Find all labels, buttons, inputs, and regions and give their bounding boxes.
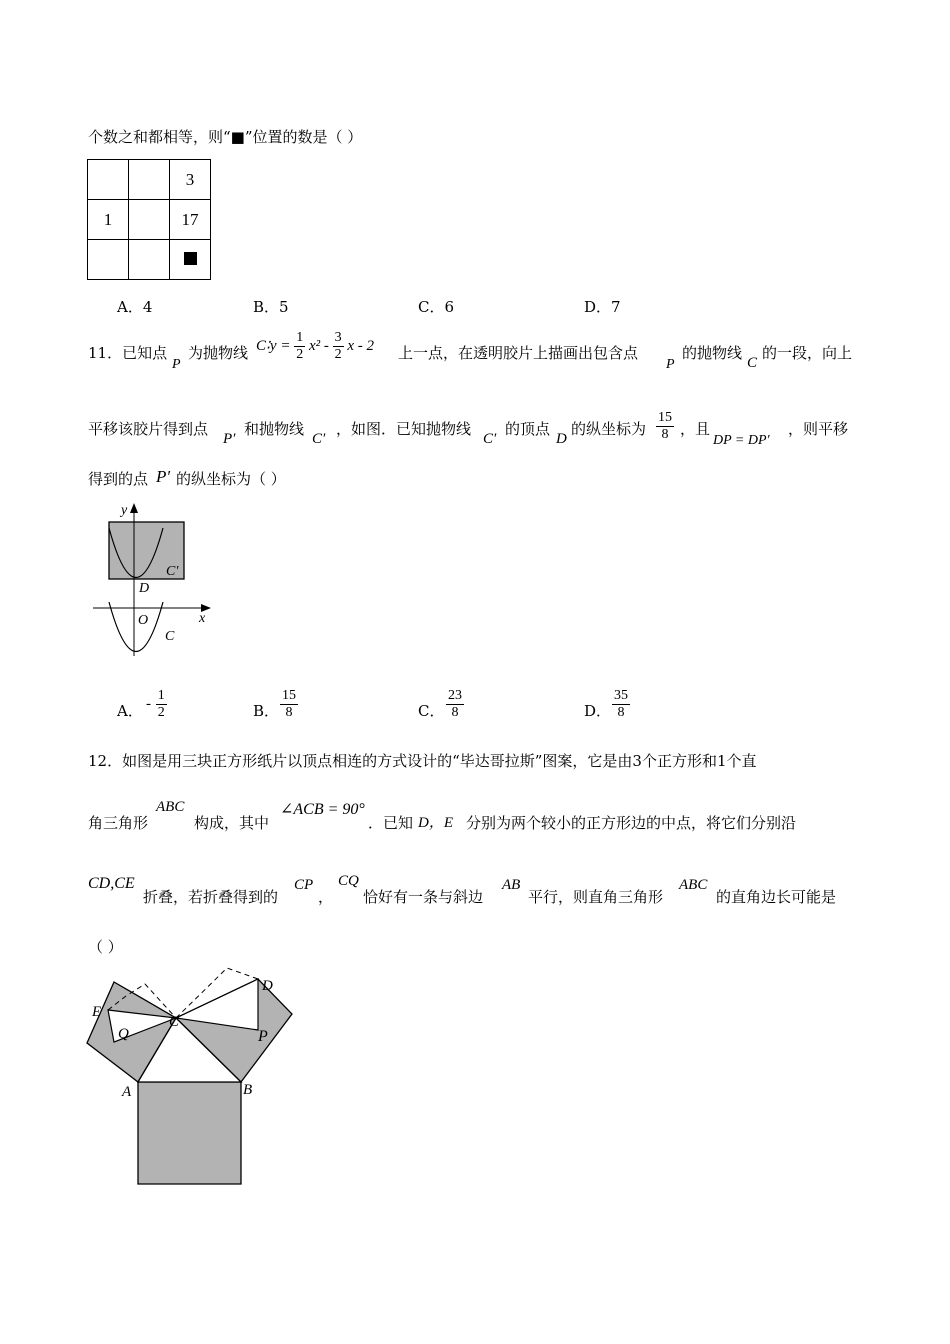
q12-cq: CQ <box>338 873 359 889</box>
q11-option-a[interactable]: A． <box>117 702 143 720</box>
q11-option-a-value: - $\frac{1}{2}$ <box>146 688 165 720</box>
q11-line1-b: 为抛物线 <box>188 344 249 362</box>
grid-cell: 17 <box>170 200 211 240</box>
q10-option-d[interactable]: D．7 <box>584 298 621 316</box>
label-a: A <box>122 1084 132 1100</box>
q11-option-d-value: $\frac{35}{8}$ <box>614 688 628 720</box>
q12-triangle-abc: ABC <box>156 799 185 815</box>
grid-cell: 1 <box>88 200 129 240</box>
grid-cell <box>88 160 129 200</box>
q12-points-de: D，E <box>418 815 453 831</box>
q11-line2-g: ，则平移 <box>788 420 849 438</box>
q12-cd-ce: CD,CE <box>88 875 135 892</box>
q12-line2-c: ．已知 <box>368 814 414 832</box>
q10-option-b[interactable]: B．5 <box>253 298 289 316</box>
q11-vertex-d: D <box>556 431 567 447</box>
q12-cp: CP <box>294 877 314 893</box>
curve-cprime-label: C′ <box>166 564 179 579</box>
grid-cell: 3 <box>170 160 211 200</box>
grid-cell <box>129 160 170 200</box>
label-q: Q <box>118 1026 129 1042</box>
grid-cell-black-square <box>170 240 211 280</box>
q11-line2-b: 和抛物线 <box>244 420 305 438</box>
q11-option-b[interactable]: B． <box>253 702 280 720</box>
q12-abc2: ABC <box>679 877 708 893</box>
q11-option-c-value: $\frac{23}{8}$ <box>448 688 462 720</box>
q12-line2-a: 角三角形 <box>88 814 149 832</box>
q11-parabola-figure <box>85 498 220 663</box>
q11-line2-a: 平移该胶片得到点 <box>88 420 209 438</box>
q11-point-p2: P <box>666 357 675 372</box>
q12-line3-a: 折叠，若折叠得到的 <box>143 888 279 906</box>
q11-point-p: P <box>172 357 181 372</box>
q11-line2-e: 的纵坐标为 <box>571 420 647 438</box>
label-b: B <box>243 1082 253 1098</box>
grid-cell <box>88 240 129 280</box>
q12-line2-d: 分别为两个较小的正方形边的中点，将它们分别沿 <box>466 814 797 832</box>
label-e: E <box>92 1004 102 1020</box>
curve-c-label: C <box>165 629 175 644</box>
q11-fraction-15-8: $\frac{15}{8}$ <box>658 410 672 442</box>
q12-line3-b: ， <box>318 888 334 906</box>
q11-line2-f: ，且 <box>680 420 711 438</box>
q12-line4: （ ） <box>88 938 123 956</box>
magic-square-grid <box>87 159 211 280</box>
q11-line1-c: 上一点，在透明胶片上描画出包含点 <box>398 344 639 362</box>
q11-curve-cprime2: C′ <box>483 431 497 447</box>
grid-cell <box>129 200 170 240</box>
q11-equation-dp: DP = DP′ <box>713 433 770 448</box>
large-square <box>138 1082 241 1184</box>
vertex-d-label: D <box>139 581 150 596</box>
q12-ab: AB <box>502 877 521 893</box>
q11-curve-cprime: C′ <box>312 431 326 447</box>
label-c: C <box>169 1014 180 1030</box>
label-d: D <box>262 978 273 994</box>
q11-equation: C∶y = $\frac{1}{2}$ x² - $\frac{3}{2}$ x - 2 <box>256 330 375 362</box>
q12-angle: ∠ACB = 90° <box>280 801 365 818</box>
q11-point-pprime2: P′ <box>156 467 171 486</box>
q11-option-c[interactable]: C． <box>418 702 445 720</box>
q10-option-a[interactable]: A．4 <box>117 298 153 316</box>
y-axis-arrow-icon <box>130 503 138 513</box>
q12-line2-b: 构成，其中 <box>194 814 270 832</box>
q11-point-pprime: P′ <box>223 431 236 447</box>
q11-option-d[interactable]: D． <box>584 702 612 720</box>
q11-line2-c: ，如图．已知抛物线 <box>336 420 472 438</box>
q11-curve-c: C <box>747 355 758 371</box>
q11-option-b-value: $\frac{15}{8}$ <box>282 688 296 720</box>
q10-option-c[interactable]: C．6 <box>418 298 455 316</box>
parabola-c <box>109 602 163 652</box>
q12-pythagoras-figure <box>80 962 305 1192</box>
q12-line3-c: 恰好有一条与斜边 <box>363 888 484 906</box>
q11-line2-d: 的顶点 <box>505 420 551 438</box>
origin-label: O <box>138 613 149 628</box>
q11-line3-b: 的纵坐标为（ ） <box>176 470 286 488</box>
grid-cell <box>129 240 170 280</box>
q12-line3-d: 平行，则直角三角形 <box>528 888 664 906</box>
label-p: P <box>258 1028 268 1045</box>
q10-stem: 个数之和都相等，则“■”位置的数是（ ） <box>88 128 363 146</box>
q11-line3-a: 得到的点 <box>88 470 149 488</box>
q11-line1-d: 的抛物线 <box>682 344 743 362</box>
q11-line1-a: 11．已知点 <box>88 344 168 362</box>
x-axis-label: x <box>199 611 206 626</box>
q12-line1: 12．如图是用三块正方形纸片以顶点相连的方式设计的“毕达哥拉斯”图案，它是由3个正方形和1个直 <box>88 752 757 770</box>
q11-line1-e: 的一段，向上 <box>762 344 853 362</box>
q12-line3-e: 的直角边长可能是 <box>716 888 837 906</box>
black-square-icon <box>184 252 197 265</box>
y-axis-label: y <box>121 503 128 518</box>
